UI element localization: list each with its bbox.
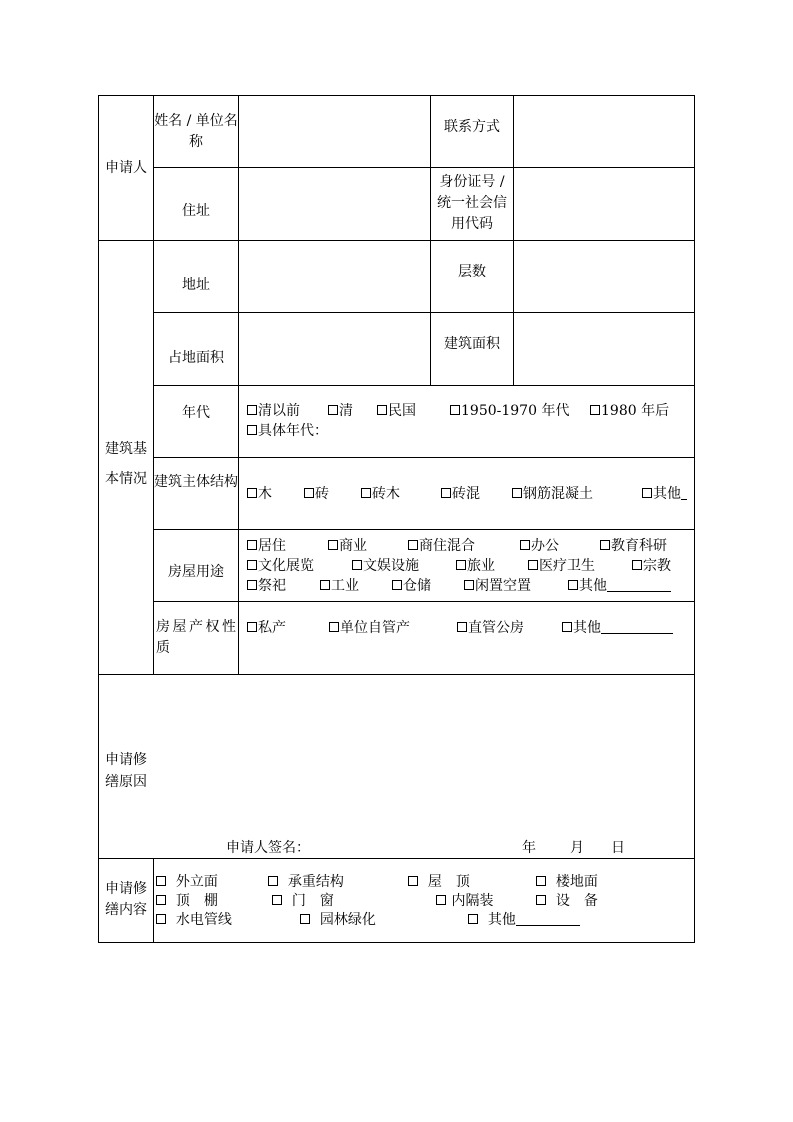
ownership-option[interactable]: 直管公房 (457, 618, 524, 638)
checkbox[interactable] (464, 580, 474, 590)
checkbox[interactable] (468, 914, 478, 924)
checkbox[interactable] (408, 876, 418, 886)
grid-line (98, 674, 695, 675)
checkbox[interactable] (512, 488, 522, 498)
ownership-option-other[interactable]: 其他 (562, 618, 673, 638)
content-option[interactable]: 园林绿化 (300, 910, 376, 930)
reason-label: 申请修缮原因 (105, 752, 147, 790)
checkbox[interactable] (352, 560, 362, 570)
date-day: 日 (611, 840, 625, 856)
structure-option[interactable]: 钢筋混凝土 (512, 484, 593, 504)
checkbox[interactable] (377, 405, 387, 415)
checkbox[interactable] (328, 540, 338, 550)
checkbox[interactable] (536, 895, 546, 905)
fill-blank[interactable] (516, 911, 580, 926)
use-option[interactable]: 闲置空置 (464, 576, 531, 596)
table-border-left (98, 95, 99, 943)
fill-blank[interactable] (681, 485, 687, 500)
use-option[interactable]: 办公 (520, 536, 559, 556)
era-option[interactable]: 清以前 (247, 401, 300, 421)
content-option[interactable]: 门 窗 (272, 891, 334, 911)
checkbox[interactable] (632, 560, 642, 570)
content-option[interactable]: 内隔装 (436, 891, 493, 911)
applicant-section-label: 申请人 (105, 160, 147, 176)
content-option[interactable]: 水电管线 (156, 910, 232, 930)
id-field[interactable] (515, 169, 693, 239)
signature-label: 申请人签名： (226, 840, 310, 856)
era-option[interactable]: 1980 年后 (590, 401, 669, 421)
era-label: 年代 (182, 405, 210, 421)
floors-label: 层数 (458, 264, 486, 280)
checkbox[interactable] (536, 876, 546, 886)
era-option[interactable]: 民国 (377, 401, 416, 421)
structure-option[interactable]: 砖 (304, 484, 329, 504)
use-option[interactable]: 商业 (328, 536, 367, 556)
land-area-field[interactable] (240, 314, 429, 384)
checkbox[interactable] (247, 540, 257, 550)
contact-label: 联系方式 (444, 119, 500, 135)
grid-line (153, 529, 695, 530)
checkbox[interactable] (304, 488, 314, 498)
content-option[interactable]: 屋 顶 (408, 872, 470, 892)
location-label: 地址 (182, 277, 210, 293)
table-border-top (98, 95, 695, 96)
fill-blank[interactable] (601, 619, 673, 634)
land-area-label: 占地面积 (168, 350, 224, 366)
checkbox[interactable] (528, 560, 538, 570)
grid-line (153, 601, 695, 602)
use-option[interactable]: 教育科研 (600, 536, 667, 556)
building-section-label: 建筑基本情况 (105, 441, 147, 487)
grid-line (153, 858, 154, 943)
id-label: 身份证号 / 统一社会信用代码 (437, 174, 507, 232)
use-option[interactable]: 工业 (320, 576, 359, 596)
floor-area-field[interactable] (515, 314, 693, 384)
checkbox[interactable] (247, 425, 257, 435)
fill-blank[interactable] (607, 577, 671, 592)
structure-option[interactable]: 砖混 (441, 484, 480, 504)
content-option[interactable]: 楼地面 (536, 872, 598, 892)
grid-line (98, 858, 695, 859)
grid-line (153, 312, 695, 313)
ownership-label: 房屋产权性质 (156, 619, 236, 656)
grid-line (153, 385, 695, 386)
checkbox[interactable] (590, 405, 600, 415)
use-option-other[interactable]: 其他 (568, 576, 671, 596)
floor-area-label: 建筑面积 (444, 336, 500, 352)
checkbox[interactable] (642, 488, 652, 498)
checkbox[interactable] (247, 560, 257, 570)
date-year: 年 (522, 840, 536, 856)
ownership-option[interactable]: 单位自管产 (329, 618, 410, 638)
use-option[interactable]: 文化展览 (247, 556, 314, 576)
checkbox[interactable] (247, 488, 257, 498)
use-label: 房屋用途 (168, 564, 224, 580)
name-field[interactable] (240, 97, 429, 166)
reason-field[interactable] (155, 676, 693, 831)
checkbox[interactable] (520, 540, 530, 550)
checkbox[interactable] (247, 405, 257, 415)
use-option[interactable]: 祭祀 (247, 576, 286, 596)
checkbox[interactable] (156, 895, 166, 905)
checkbox[interactable] (247, 622, 257, 632)
use-option[interactable]: 医疗卫生 (528, 556, 595, 576)
checkbox[interactable] (456, 560, 466, 570)
use-option[interactable]: 文娱设施 (352, 556, 419, 576)
date-month: 月 (570, 840, 584, 856)
use-option[interactable]: 仓储 (392, 576, 431, 596)
checkbox[interactable] (450, 405, 460, 415)
content-option[interactable]: 外立面 (156, 872, 218, 892)
use-option[interactable]: 宗教 (632, 556, 671, 576)
checkbox[interactable] (156, 914, 166, 924)
checkbox[interactable] (562, 622, 572, 632)
grid-line (153, 457, 695, 458)
structure-option[interactable]: 木 (247, 484, 272, 504)
address-field[interactable] (240, 169, 429, 239)
era-option[interactable]: 清 (328, 401, 353, 421)
checkbox[interactable] (268, 876, 278, 886)
contact-field[interactable] (515, 97, 693, 166)
structure-option-other[interactable]: 其他 (642, 484, 687, 504)
checkbox[interactable] (320, 580, 330, 590)
ownership-option[interactable]: 私产 (247, 618, 286, 638)
era-specific[interactable]: 具体年代： (247, 421, 328, 441)
floors-field[interactable] (515, 242, 693, 311)
checkbox[interactable] (600, 540, 610, 550)
checkbox[interactable] (329, 622, 339, 632)
checkbox[interactable] (568, 580, 578, 590)
checkbox[interactable] (300, 914, 310, 924)
use-option[interactable]: 旅业 (456, 556, 495, 576)
content-label: 申请修缮内容 (105, 881, 147, 918)
era-option[interactable]: 1950-1970 年代 (450, 401, 569, 421)
content-option[interactable]: 承重结构 (268, 872, 344, 892)
structure-label: 建筑主体结构 (154, 474, 238, 490)
checkbox[interactable] (247, 580, 257, 590)
checkbox[interactable] (361, 488, 371, 498)
grid-line (98, 240, 695, 241)
checkbox[interactable] (408, 540, 418, 550)
checkbox[interactable] (457, 622, 467, 632)
name-label: 姓名 / 单位名称 (154, 113, 238, 150)
content-option-other[interactable]: 其他 (468, 910, 580, 930)
location-field[interactable] (240, 242, 429, 311)
use-option[interactable]: 居住 (247, 536, 286, 556)
table-border-right (694, 95, 695, 943)
use-option[interactable]: 商住混合 (408, 536, 475, 556)
content-option[interactable]: 设 备 (536, 891, 598, 911)
table-border-bottom (98, 942, 695, 943)
grid-line (153, 167, 695, 168)
checkbox[interactable] (441, 488, 451, 498)
content-option[interactable]: 顶 棚 (156, 891, 218, 911)
checkbox[interactable] (272, 895, 282, 905)
checkbox[interactable] (392, 580, 402, 590)
signature-field[interactable] (320, 836, 510, 856)
checkbox[interactable] (328, 405, 338, 415)
address-label: 住址 (182, 203, 210, 219)
checkbox[interactable] (436, 895, 446, 905)
checkbox[interactable] (156, 876, 166, 886)
structure-option[interactable]: 砖木 (361, 484, 400, 504)
